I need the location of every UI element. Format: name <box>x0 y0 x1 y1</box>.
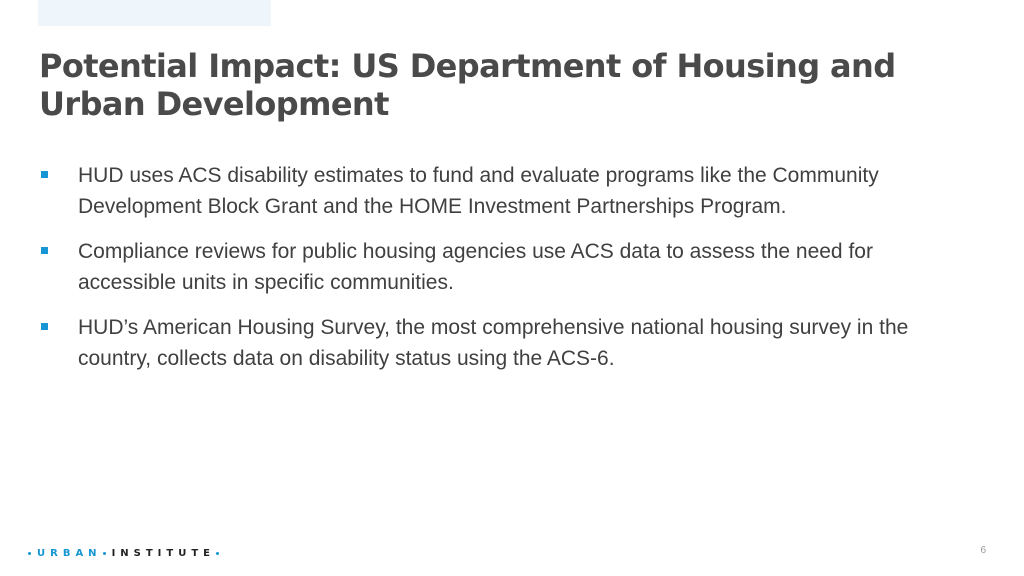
square-bullet-icon <box>41 247 48 254</box>
slide-title: Potential Impact: US Department of Housing and Urban Development <box>39 47 896 123</box>
bullet-item <box>39 161 919 222</box>
logo-dot-icon <box>28 552 31 555</box>
bullet-text: HUD uses ACS disability estimates to fund and evaluate programs like the Community Development Block Grant and the HOME Investment Partnerships Program. <box>78 164 879 218</box>
square-bullet-icon <box>41 171 48 178</box>
bullet-item <box>39 237 919 298</box>
logo-dot-icon <box>216 552 219 555</box>
logo-word-institute: INSTITUTE <box>111 547 215 559</box>
bullet-text: HUD’s American Housing Survey, the most comprehensive national housing survey in the country, collects data on disability status using the ACS-6. <box>78 316 909 370</box>
square-bullet-icon <box>41 323 48 330</box>
top-accent-bar <box>38 0 271 26</box>
bullet-item <box>39 313 919 374</box>
logo-dot-icon <box>103 552 106 555</box>
page-number: 6 <box>980 545 986 556</box>
urban-institute-logo <box>28 546 225 560</box>
logo-word-urban: URBAN <box>37 547 102 559</box>
bullet-text: Compliance reviews for public housing agencies use ACS data to assess the need for accessible units in specific communities. <box>78 240 873 294</box>
bullet-list <box>39 161 919 389</box>
